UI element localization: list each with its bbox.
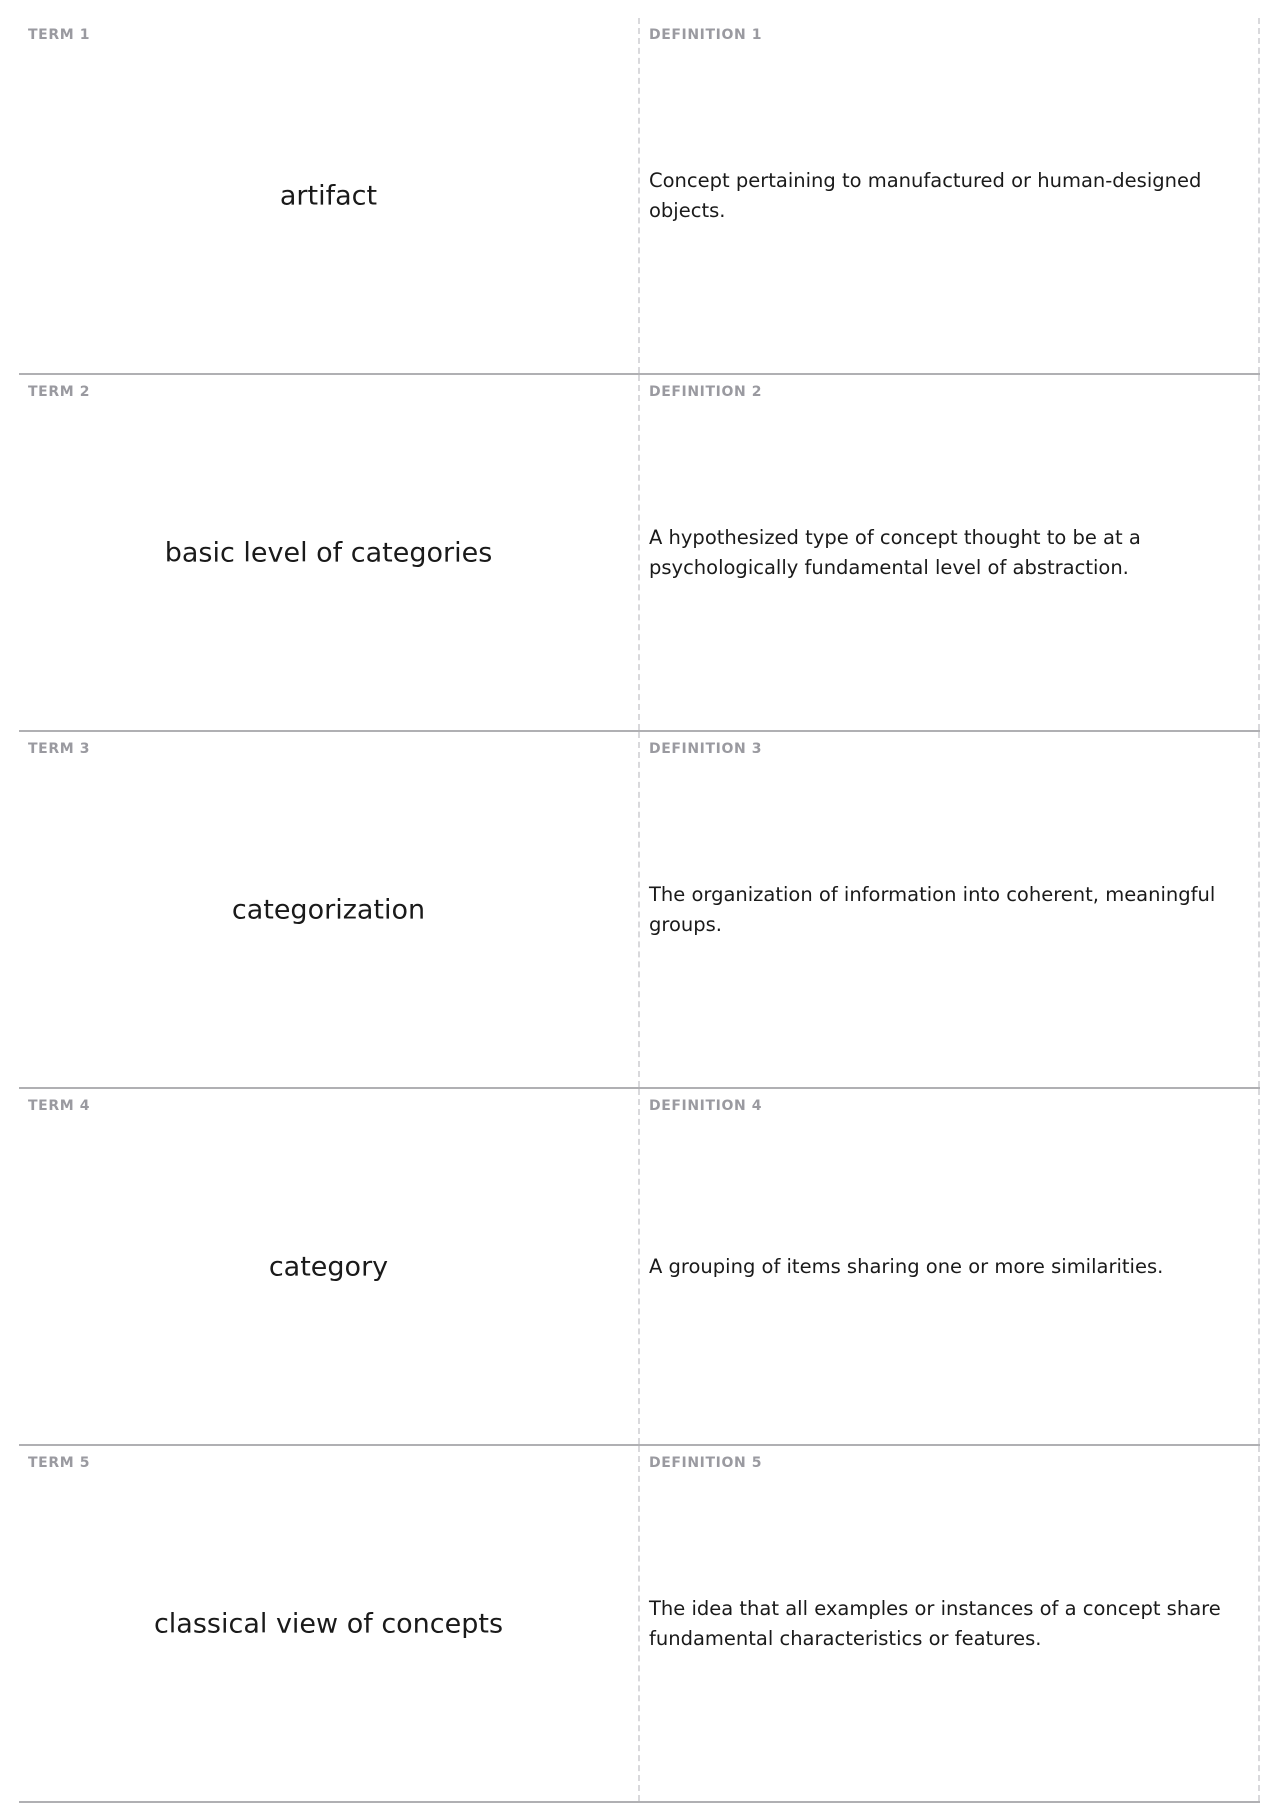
term-text: basic level of categories [164, 537, 493, 568]
definition-cell [640, 18, 1260, 373]
definition-label: DEFINITION 2 [649, 384, 763, 400]
definition-text: Concept pertaining to manufactured or human-designed objects. [649, 168, 1202, 222]
term-cell [19, 1089, 640, 1444]
term-cell [19, 375, 640, 730]
term-cell [19, 732, 640, 1087]
term-label: TERM 4 [28, 1098, 91, 1114]
flashcard-row-2 [19, 375, 1260, 732]
term-label: TERM 1 [28, 27, 91, 43]
definition-cell [640, 375, 1260, 730]
term-cell [19, 18, 640, 373]
term-text: artifact [279, 180, 378, 211]
definition-text: The idea that all examples or instances of a concept share fundamental characteristics or features. [649, 1596, 1221, 1650]
definition-text: A hypothesized type of concept thought to be at a psychologically fundamental level of abstraction. [649, 525, 1141, 579]
term-text: classical view of concepts [153, 1608, 504, 1639]
definition-cell [640, 1446, 1260, 1801]
definition-label: DEFINITION 5 [649, 1455, 763, 1471]
definition-label: DEFINITION 1 [649, 27, 763, 43]
definition-label: DEFINITION 3 [649, 741, 763, 757]
definition-text: A grouping of items sharing one or more similarities. [649, 1254, 1164, 1278]
flashcard-row-3 [19, 732, 1260, 1089]
flashcard-row-4 [19, 1089, 1260, 1446]
term-text: categorization [231, 894, 426, 925]
term-label: TERM 2 [28, 384, 91, 400]
definition-text: The organization of information into coherent, meaningful groups. [649, 882, 1216, 936]
definition-label: DEFINITION 4 [649, 1098, 763, 1114]
term-cell [19, 1446, 640, 1801]
flashcard-sheet [19, 18, 1260, 1803]
definition-cell [640, 732, 1260, 1087]
term-label: TERM 3 [28, 741, 91, 757]
term-text: category [268, 1251, 389, 1282]
term-label: TERM 5 [28, 1455, 91, 1471]
flashcard-row-5 [19, 1446, 1260, 1803]
definition-cell [640, 1089, 1260, 1444]
flashcard-row-1 [19, 18, 1260, 375]
